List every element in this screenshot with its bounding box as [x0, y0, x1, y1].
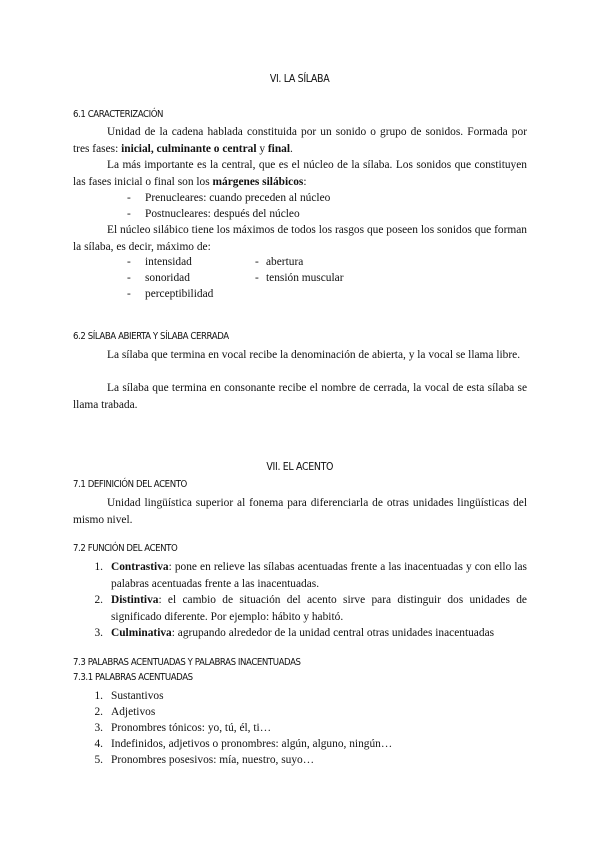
paragraph-6-1-nucleo: El núcleo silábico tiene los máximos de todos los rasgos que poseen los sonidos que forman la sílaba, es decir, máximo de: [73, 224, 527, 253]
list-item-culminativa: Culminativa: agrupando alrededor de la unidad central otras unidades inacentuadas [111, 627, 495, 639]
list-item: Pronombres posesivos: mía, nuestro, suyo… [111, 754, 315, 766]
bullet-dash: - [127, 288, 131, 300]
list-item-distintiva: Distintiva: el cambio de situación del acento sirve para distinguir dos unidades de significado diferente. Por ejemplo: hábito y habitó. [111, 594, 527, 623]
list-number: 1. [94, 561, 103, 573]
list-item-contrastiva: Contrastiva: pone en relieve las sílabas acentuadas frente a las inacentuadas y con ello las palabras acentuadas frente a las inacentuadas. [111, 561, 527, 590]
paragraph-7-1: Unidad lingüística superior al fonema para diferenciarla de otras unidades lingüísticas del mismo nivel. [73, 497, 527, 526]
section-title-7-1: 7.1 DEFINICIÓN DEL ACENTO [73, 479, 187, 490]
chapter-heading-vii: VII. EL ACENTO [266, 460, 334, 473]
list-item: tensión muscular [266, 272, 344, 284]
bullet-dash: - [127, 192, 131, 204]
list-item: Pronombres tónicos: yo, tú, él, ti… [111, 722, 272, 734]
bullet-dash: - [127, 272, 131, 284]
section-title-6-2: 6.2 SÍLABA ABIERTA Y SÍLABA CERRADA [73, 331, 229, 342]
list-item: Prenucleares: cuando preceden al núcleo [145, 192, 331, 204]
list-item: intensidad [145, 256, 192, 268]
list-item: Adjetivos [111, 706, 156, 718]
chapter-heading-vi: VI. LA SÍLABA [270, 72, 330, 85]
list-item: Indefinidos, adjetivos o pronombres: algún, alguno, ningún… [111, 738, 393, 750]
list-item: perceptibilidad [145, 288, 214, 300]
list-item: Postnucleares: después del núcleo [145, 208, 300, 220]
list-item: sonoridad [145, 272, 190, 284]
paragraph-6-1-fases: Unidad de la cadena hablada constituida por un sonido o grupo de sonidos. Formada por tres fases: inicial, culminante o central y final. [73, 126, 527, 155]
list-number: 3. [94, 722, 103, 734]
bullet-dash: - [255, 272, 259, 284]
section-title-6-1: 6.1 CARACTERIZACIÓN [73, 109, 164, 120]
bullet-dash: - [255, 256, 259, 268]
paragraph-6-1-margenes: La más importante es la central, que es el núcleo de la sílaba. Los sonidos que constituyen las fases inicial o final son los márgenes silábicos: [73, 159, 527, 188]
subsection-title-7-3-1: 7.3.1 PALABRAS ACENTUADAS [73, 672, 193, 683]
bullet-dash: - [127, 208, 131, 220]
list-number: 2. [94, 594, 103, 606]
paragraph-6-2-abierta: La sílaba que termina en vocal recibe la denominación de abierta, y la vocal se llama libre. [107, 349, 521, 361]
paragraph-6-2-cerrada: La sílaba que termina en consonante recibe el nombre de cerrada, la vocal de esta sílaba se llama trabada. [73, 382, 527, 411]
list-number: 1. [94, 690, 103, 702]
list-number: 2. [94, 706, 103, 718]
section-title-7-2: 7.2 FUNCIÓN DEL ACENTO [73, 543, 178, 554]
section-title-7-3: 7.3 PALABRAS ACENTUADAS Y PALABRAS INACENTUADAS [73, 657, 301, 668]
list-number: 5. [94, 754, 103, 766]
list-item: Sustantivos [111, 690, 164, 702]
bullet-dash: - [127, 256, 131, 268]
list-number: 3. [94, 627, 103, 639]
list-number: 4. [94, 738, 103, 750]
list-item: abertura [266, 256, 304, 268]
